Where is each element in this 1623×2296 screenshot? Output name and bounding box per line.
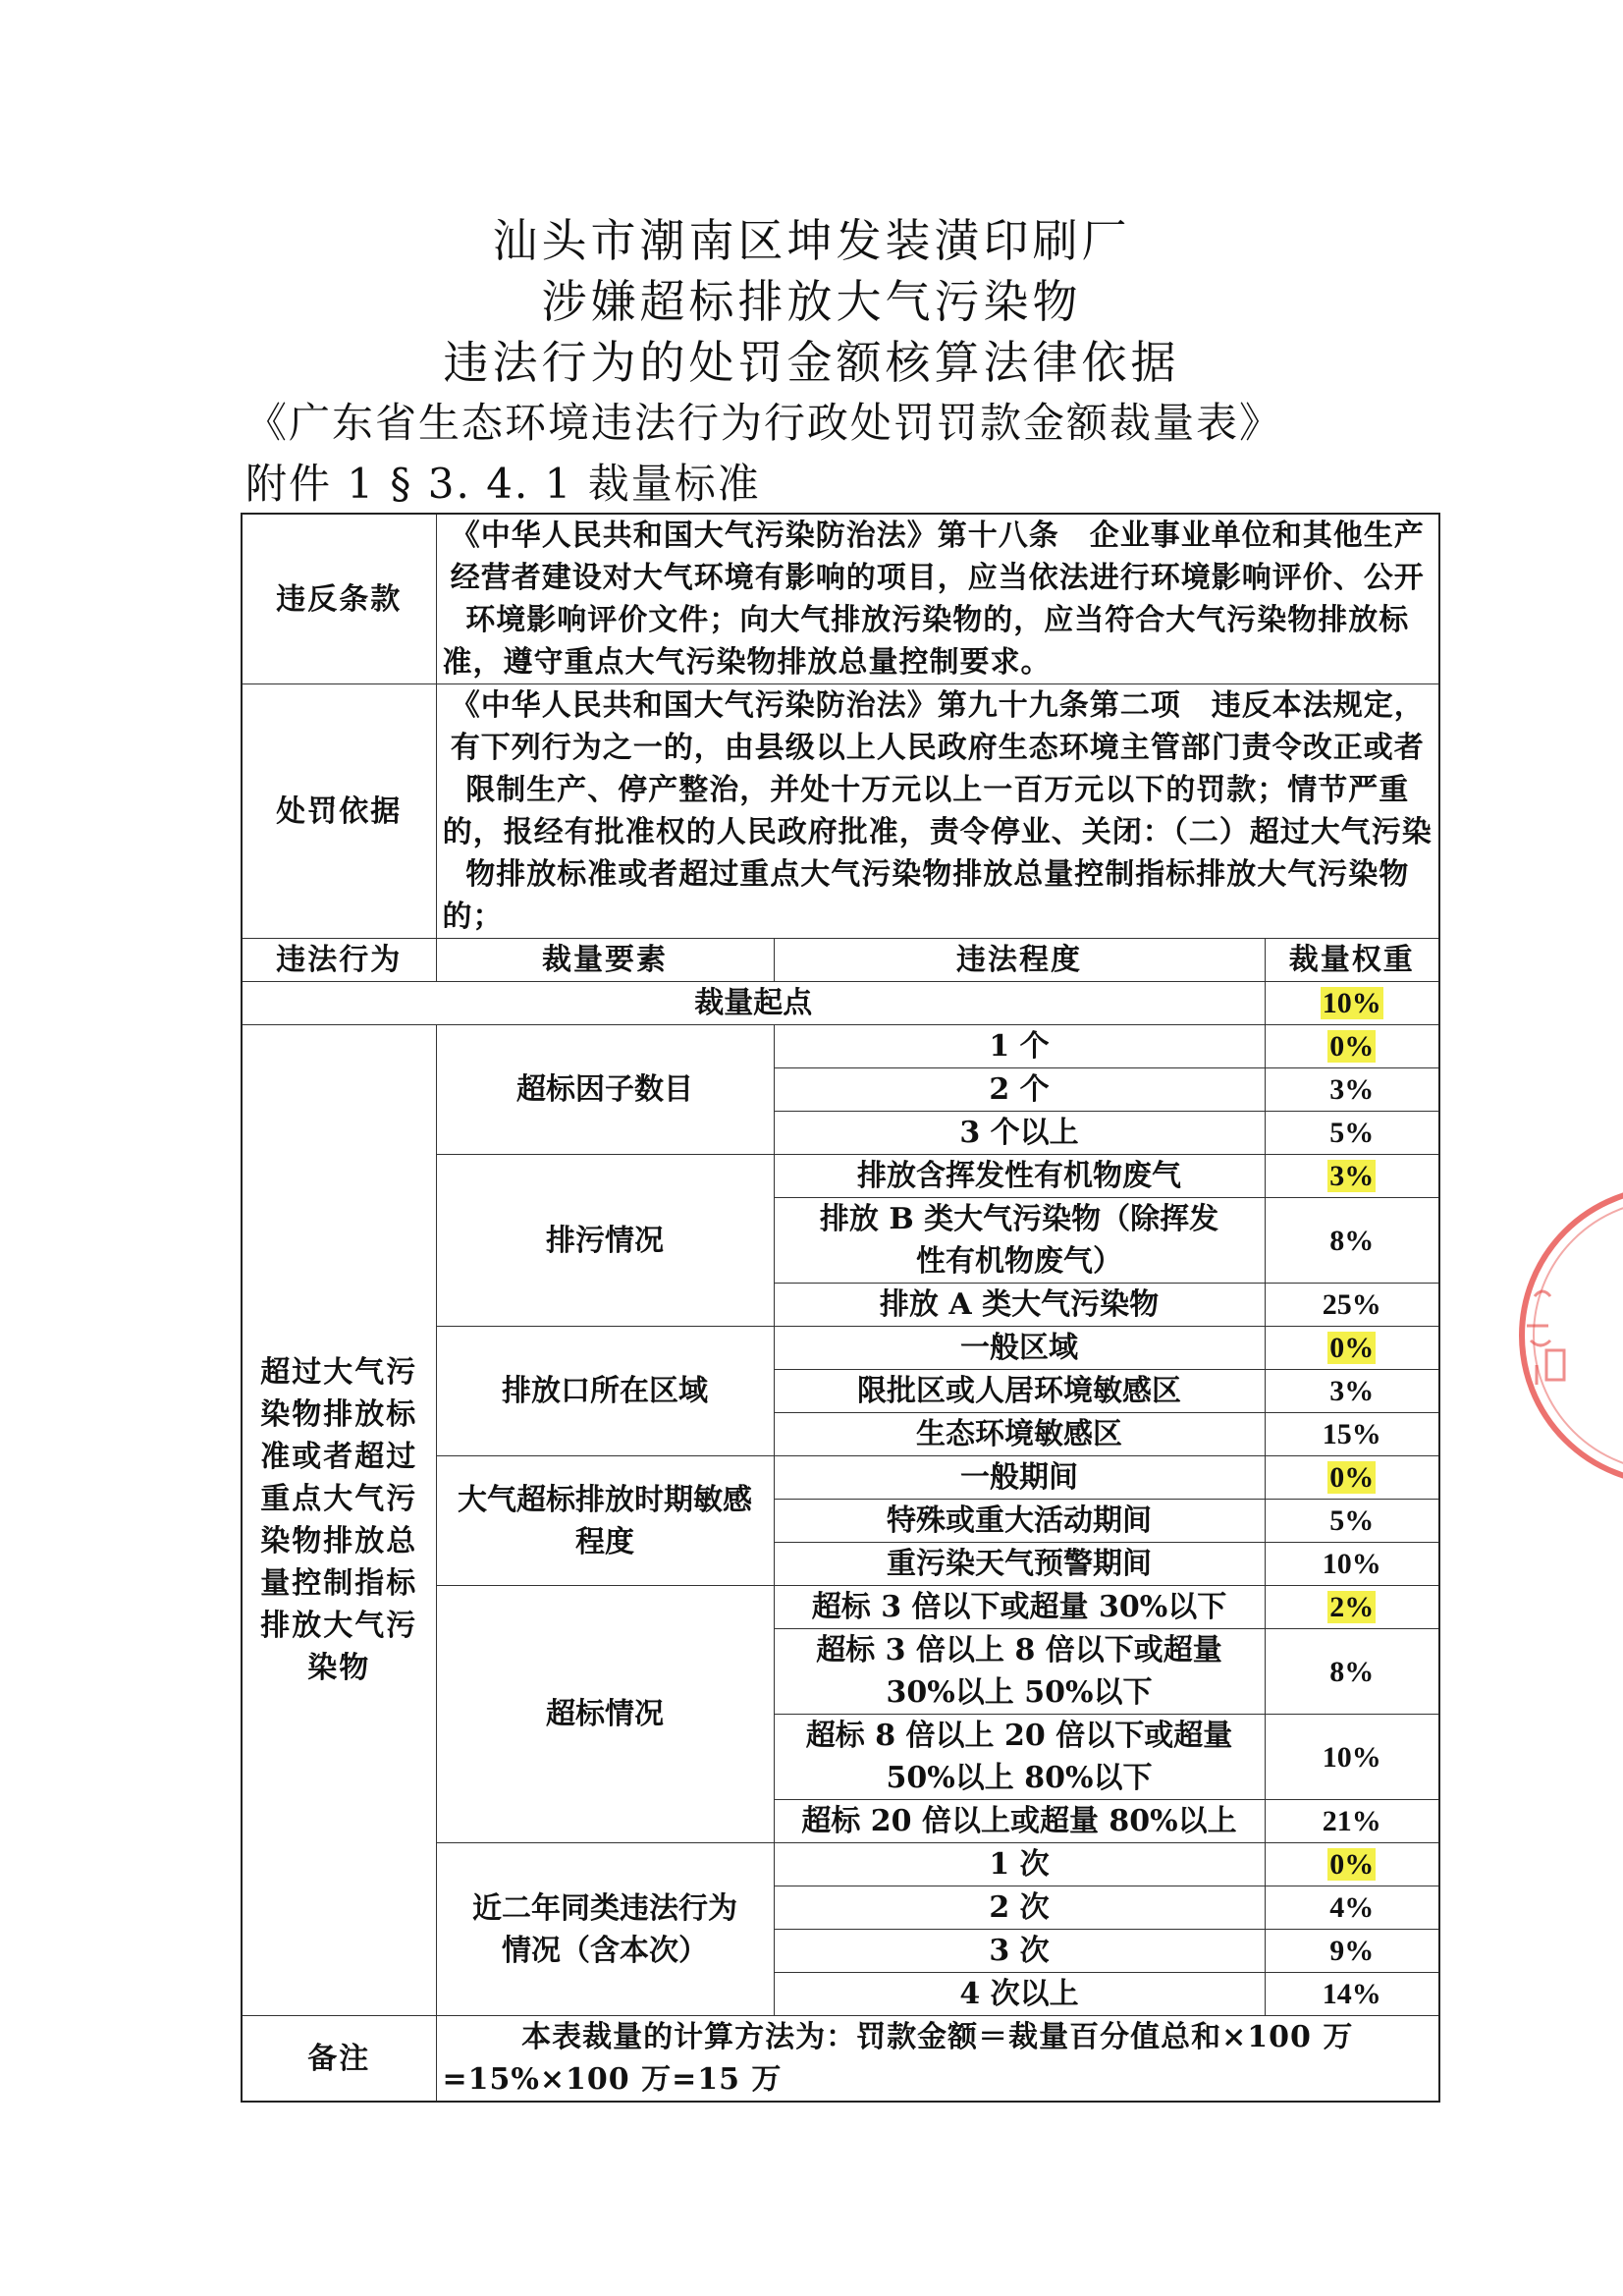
degree-cell: 排放 B 类大气污染物（除挥发性有机物废气） bbox=[774, 1198, 1265, 1284]
degree-cell: 超标 3 倍以下或超量 30%以下 bbox=[774, 1586, 1265, 1629]
penalty-basis-text: 《中华人民共和国大气污染防治法》第九十九条第二项 违反本法规定，有下列行为之一的，由县级以上人民政府生态环境主管部门责令改正或者限制生产、停产整治，并处十万元以上一百万元以下的罚款；情节严重的，报经有批准权的人民政府批准，责令停业、关闭：（二）超过大气污染物排放标准或者超过重点大气污染物排放总量控制指标排放大气污染物的； bbox=[436, 684, 1439, 939]
weight-cell bbox=[1265, 1025, 1439, 1068]
header-degree: 违法程度 bbox=[774, 939, 1265, 982]
weight-cell: 5% bbox=[1265, 1500, 1439, 1543]
weight-value-selected: 0% bbox=[1329, 1461, 1375, 1494]
annex-heading: 附件 1 § 3. 4. 1 裁量标准 bbox=[245, 460, 761, 508]
element-cell: 排污情况 bbox=[436, 1155, 774, 1327]
weight-value-selected: 0% bbox=[1329, 1848, 1375, 1881]
element-cell: 超标情况 bbox=[436, 1586, 774, 1843]
start-point-label: 裁量起点 bbox=[242, 982, 1265, 1025]
start-point-weight bbox=[1265, 982, 1439, 1025]
penalty-basis-row bbox=[242, 684, 1439, 939]
degree-cell: 3 个以上 bbox=[774, 1112, 1265, 1155]
weight-value-selected: 0% bbox=[1329, 1332, 1375, 1364]
weight-cell: 4% bbox=[1265, 1886, 1439, 1930]
degree-cell: 一般期间 bbox=[774, 1456, 1265, 1500]
weight-cell: 3% bbox=[1265, 1370, 1439, 1413]
element-cell: 大气超标排放时期敏感程度 bbox=[436, 1456, 774, 1586]
official-seal-stamp bbox=[1497, 1178, 1623, 1493]
degree-cell: 超标 20 倍以上或超量 80%以上 bbox=[774, 1800, 1265, 1843]
degree-cell: 1 次 bbox=[774, 1843, 1265, 1886]
element-cell: 近二年同类违法行为情况（含本次） bbox=[436, 1843, 774, 2016]
weight-cell: 15% bbox=[1265, 1413, 1439, 1456]
start-point-weight-value: 10% bbox=[1322, 987, 1381, 1019]
weight-cell bbox=[1265, 1327, 1439, 1370]
weight-cell bbox=[1265, 1586, 1439, 1629]
weight-cell: 3% bbox=[1265, 1068, 1439, 1112]
document-title-line-2: 涉嫌超标排放大气污染物 bbox=[541, 275, 1082, 328]
penalty-basis-label: 处罚依据 bbox=[242, 684, 436, 939]
weight-cell: 25% bbox=[1265, 1284, 1439, 1327]
note-text: 本表裁量的计算方法为：罚款金额＝裁量百分值总和×100 万=15%×100 万=15 万 bbox=[436, 2016, 1439, 2103]
degree-cell: 超标 3 倍以上 8 倍以下或超量 30%以上 50%以下 bbox=[774, 1629, 1265, 1715]
weight-cell bbox=[1265, 1456, 1439, 1500]
violated-clause-row bbox=[242, 514, 1439, 684]
degree-cell: 排放 A 类大气污染物 bbox=[774, 1284, 1265, 1327]
weight-cell: 21% bbox=[1265, 1800, 1439, 1843]
element-cell: 超标因子数目 bbox=[436, 1025, 774, 1155]
weight-cell bbox=[1265, 1843, 1439, 1886]
weight-value-selected: 3% bbox=[1329, 1160, 1375, 1192]
weight-cell: 8% bbox=[1265, 1198, 1439, 1284]
header-element: 裁量要素 bbox=[436, 939, 774, 982]
weight-cell: 9% bbox=[1265, 1930, 1439, 1973]
table-row bbox=[242, 1025, 1439, 1068]
header-weight: 裁量权重 bbox=[1265, 939, 1439, 982]
document-title-line-1: 汕头市潮南区坤发装潢印刷厂 bbox=[492, 214, 1131, 267]
violated-clause-label: 违反条款 bbox=[242, 514, 436, 684]
column-header-row bbox=[242, 939, 1439, 982]
weight-value-selected: 2% bbox=[1329, 1591, 1375, 1623]
degree-cell: 重污染天气预警期间 bbox=[774, 1543, 1265, 1586]
element-cell: 排放口所在区域 bbox=[436, 1327, 774, 1456]
weight-cell: 8% bbox=[1265, 1629, 1439, 1715]
weight-cell: 10% bbox=[1265, 1715, 1439, 1800]
violation-description: 超过大气污染物排放标准或者超过重点大气污染物排放总量控制指标排放大气污染物 bbox=[242, 1025, 436, 2016]
weight-value-selected: 0% bbox=[1329, 1030, 1375, 1063]
degree-cell: 2 次 bbox=[774, 1886, 1265, 1930]
weight-cell: 14% bbox=[1265, 1973, 1439, 2016]
start-point-row bbox=[242, 982, 1439, 1025]
degree-cell: 排放含挥发性有机物废气 bbox=[774, 1155, 1265, 1198]
weight-cell bbox=[1265, 1155, 1439, 1198]
document-subtitle: 《广东省生态环境违法行为行政处罚罚款金额裁量表》 bbox=[245, 399, 1283, 447]
degree-cell: 1 个 bbox=[774, 1025, 1265, 1068]
degree-cell: 2 个 bbox=[774, 1068, 1265, 1112]
document-title-line-3: 违法行为的处罚金额核算法律依据 bbox=[443, 336, 1180, 389]
degree-cell: 生态环境敏感区 bbox=[774, 1413, 1265, 1456]
degree-cell: 一般区域 bbox=[774, 1327, 1265, 1370]
degree-cell: 限批区或人居环境敏感区 bbox=[774, 1370, 1265, 1413]
note-row bbox=[242, 2016, 1439, 2103]
violated-clause-text: 《中华人民共和国大气污染防治法》第十八条 企业事业单位和其他生产经营者建设对大气环境有影响的项目，应当依法进行环境影响评价、公开环境影响评价文件；向大气排放污染物的，应当符合大气污染物排放标准，遵守重点大气污染物排放总量控制要求。 bbox=[436, 514, 1439, 684]
weight-cell: 10% bbox=[1265, 1543, 1439, 1586]
weight-cell: 5% bbox=[1265, 1112, 1439, 1155]
degree-cell: 特殊或重大活动期间 bbox=[774, 1500, 1265, 1543]
header-violation: 违法行为 bbox=[242, 939, 436, 982]
note-label: 备注 bbox=[242, 2016, 436, 2103]
seal-graphic bbox=[1497, 1178, 1623, 1493]
degree-cell: 3 次 bbox=[774, 1930, 1265, 1973]
discretion-table bbox=[241, 513, 1440, 2103]
degree-cell: 超标 8 倍以上 20 倍以下或超量 50%以上 80%以下 bbox=[774, 1715, 1265, 1800]
degree-cell: 4 次以上 bbox=[774, 1973, 1265, 2016]
